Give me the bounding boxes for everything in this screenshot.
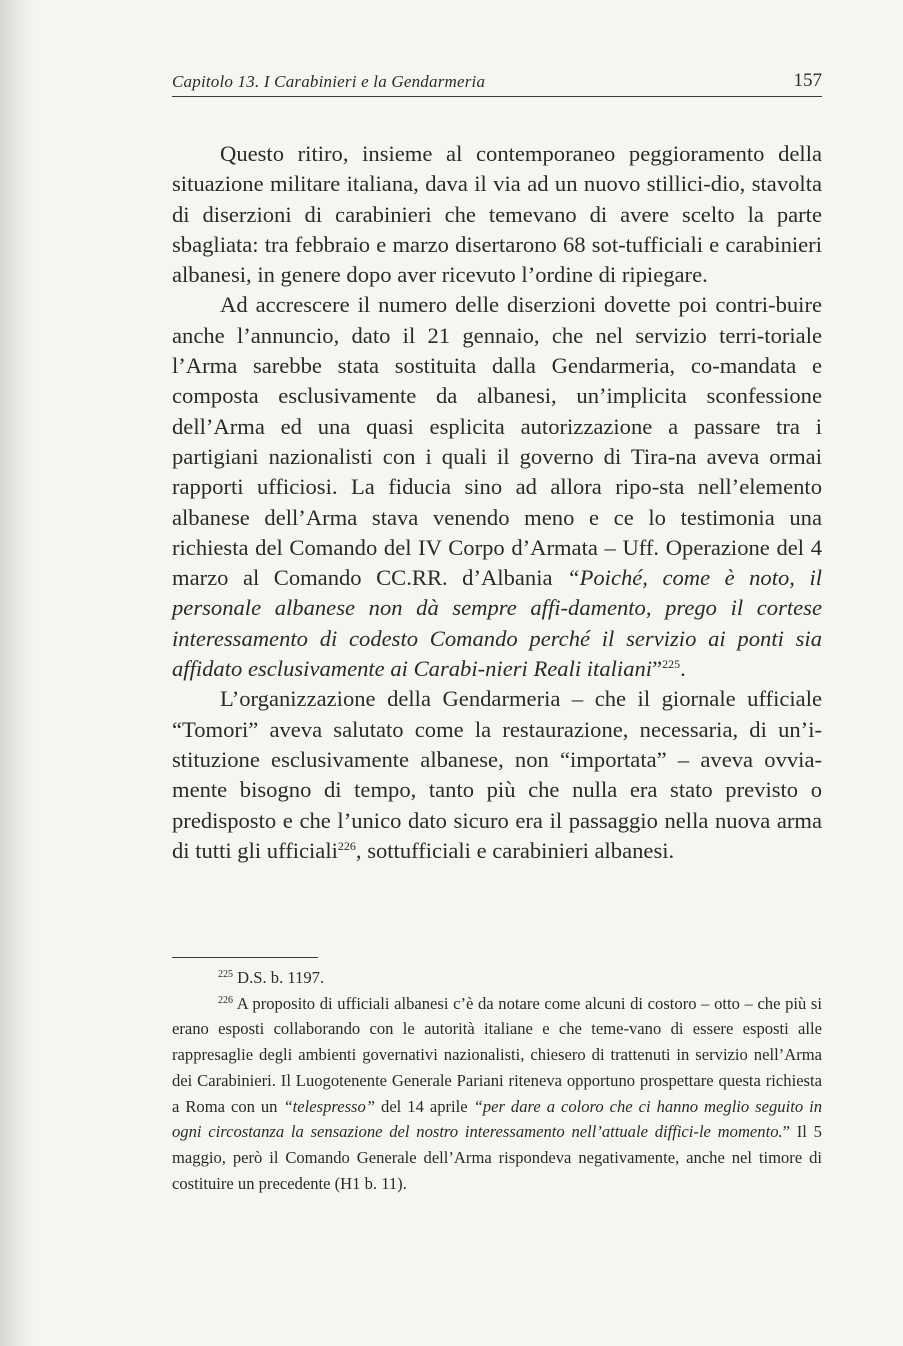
footnote-226-telespresso: “telespresso”	[283, 1096, 376, 1116]
footnote-ref-225[interactable]: 225	[662, 657, 681, 672]
footnote-divider	[172, 957, 318, 958]
running-header	[172, 70, 822, 97]
book-page	[172, 0, 824, 1346]
footnote-226-quotation: “per dare a coloro che ci hanno meglio seguito in ogni circostanza la sensazione del nostro interessamento nell’attuale diffici-le momento.	[172, 1096, 823, 1142]
footnote-225	[172, 965, 822, 991]
footnote-226-text-a: A proposito di ufficiali albanesi c’è da notare come alcuni di costoro – otto – che più si erano esposti collaborando con le autorità italiane e che teme-vano di essere esposti alle rappresaglie degli ambienti governativi nazionalisti, chiesero di trattenuti in servizio nell’Arma dei Carabinieri. Il Luogotenente Generale Pariani riteneva opportuno prospettare questa richiesta a Roma con un	[172, 993, 822, 1116]
running-title: Capitolo 13. I Carabinieri e la Gendarmeria	[172, 72, 486, 91]
footnote-ref-226[interactable]: 226	[337, 838, 356, 853]
footnote-number-226: 226	[218, 994, 233, 1006]
footnotes	[172, 965, 822, 1196]
paragraph-2-text: Ad accrescere il numero delle diserzioni dovette poi contri-buire anche l’annuncio, dato il 21 gennaio, che nel servizio terri-toriale l’Arma sarebbe stata sostituita dalla Gendarmeria, co-mandata e composta esclusivamente da albanesi, un’implicita sconfessione dell’Arma ed una quasi esplicita autorizzazione a passare tra i partigiani nazionalisti con i quali il governo di Tira-na aveva ormai rapporti ufficiosi. La fiducia sino ad allora ripo-sta nell’elemento albanese dell’Arma stava venendo meno e ce lo testimonia una richiesta del Comando del IV Corpo d’Armata – Uff. Operazione del 4 marzo al Comando CC.RR. d’Albania	[172, 292, 822, 591]
paragraph-3-end: , sottufficiali e carabinieri albanesi.	[355, 837, 675, 863]
footnote-226	[172, 991, 822, 1197]
quotation-close-mark: ”	[652, 656, 663, 682]
footnote-226-text-b: del 14 aprile	[375, 1096, 474, 1116]
paragraph-3-text: L’organizzazione della Gendarmeria – che il giornale ufficiale “Tomori” aveva salutato come la restaurazione, necessaria, di un’i-stituzione esclusivamente albanese, non “importata” – aveva ovvia-mente bisogno di tempo, tanto più che nulla era stato previsto o predisposto e che l’unico dato sicuro era il passaggio nella nuova arma di tutti gli ufficiali	[172, 686, 822, 863]
footnote-225-text: D.S. b. 1197.	[233, 968, 325, 987]
paragraph-1: Questo ritiro, insieme al contemporaneo peggioramento della situazione militare italiana, dava il via ad un nuovo stillici-dio, stavolta di diserzioni di carabinieri che temevano di avere scelto la parte sbagliata: tra febbraio e marzo disertarono 68 sot-tufficiali e carabinieri albanesi, in genere dopo aver ricevuto l’ordine di ripiegare.	[172, 141, 822, 288]
paragraph-2-end: .	[680, 656, 686, 682]
paragraph-3	[172, 684, 822, 866]
main-text	[172, 139, 822, 866]
page-number: 157	[793, 70, 822, 91]
italic-quotation: “Poiché, come è noto, il personale albanese non dà sempre affi-damento, prego il cortese interessamento di codesto Comando perché il servizio ai ponti sia affidato esclusivamente ai Carabi-nieri Reali italiani	[172, 565, 823, 682]
footnote-number-225: 225	[218, 969, 233, 980]
page-shadow-edge	[0, 0, 34, 1346]
footnote-226-text-c: ” Il 5 maggio, però il Comando Generale dell’Arma rispondeva negativamente, anche nel timore di costituire un precedente (H1 b. 11).	[172, 1122, 822, 1193]
paragraph-2	[172, 290, 822, 684]
